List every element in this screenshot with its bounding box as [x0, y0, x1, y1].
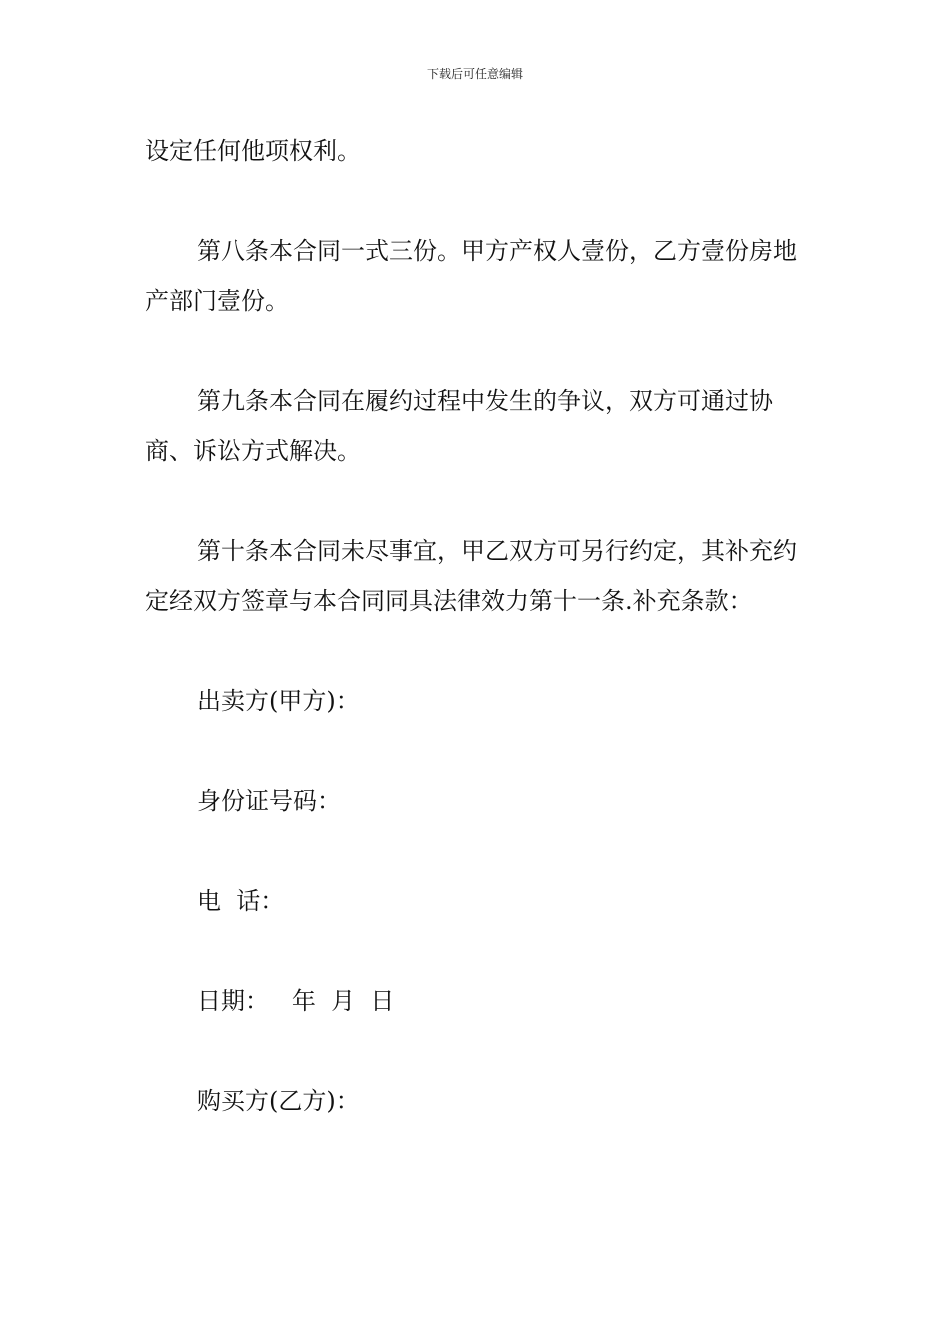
seller-label: 出卖方(甲方)：: [197, 687, 360, 715]
article-9: 第九条本合同在履约过程中发生的争议，双方可通过协商、诉讼方式解决。: [145, 387, 773, 465]
document-body: [145, 126, 805, 1126]
article-8: 第八条本合同一式三份。甲方产权人壹份，乙方壹份房地产部门壹份。: [145, 237, 797, 315]
paragraph-continuation: 设定任何他项权利。: [145, 137, 361, 165]
date-label: 日期： 年 月 日: [197, 987, 395, 1015]
phone-label: 电 话：: [197, 887, 285, 915]
article-10: 第十条本合同未尽事宜，甲乙双方可另行约定，其补充约定经双方签章与本合同同具法律效力第十一条.补充条款：: [145, 537, 797, 615]
id-number-label: 身份证号码：: [197, 787, 341, 815]
page-header: 下载后可任意编辑: [426, 67, 523, 81]
buyer-label: 购买方(乙方)：: [197, 1087, 360, 1115]
